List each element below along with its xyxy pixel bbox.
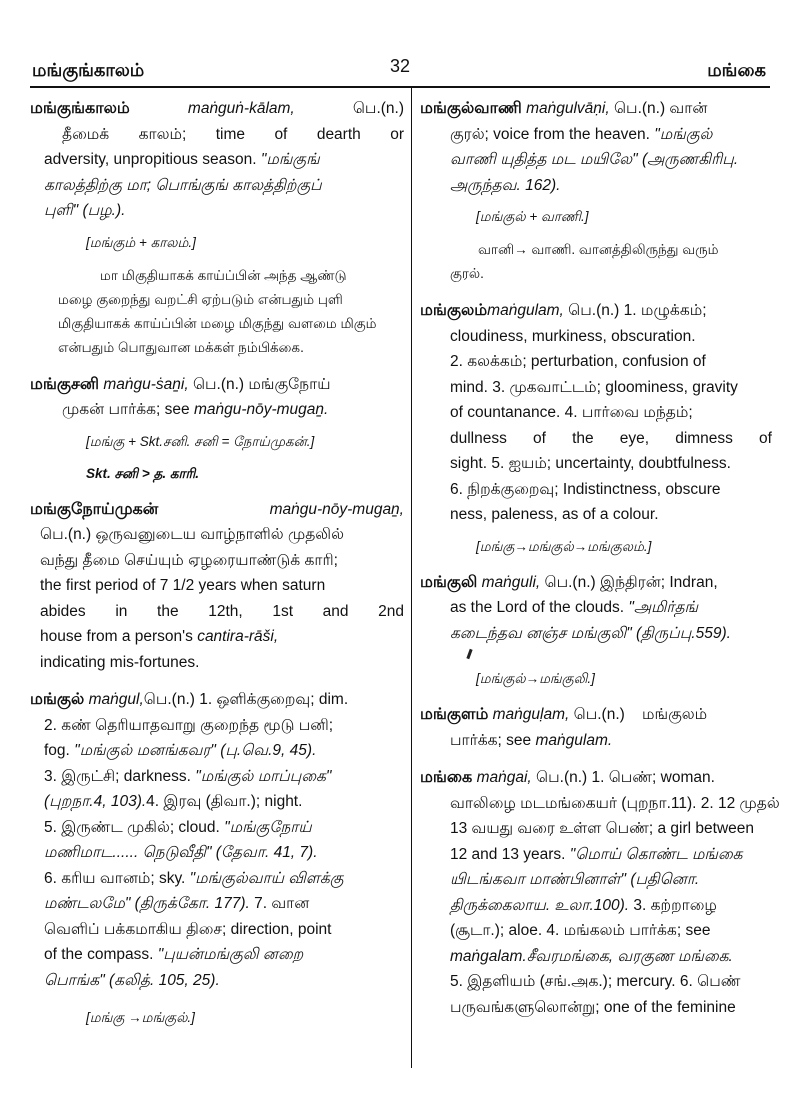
part-of-speech: பெ.(n.) xyxy=(192,375,245,393)
definition-line: பருவங்களுலொன்று; one of the feminine xyxy=(450,998,736,1016)
note-line: வானி→ வாணி. வானத்திலிருந்து வரும் xyxy=(478,242,719,257)
headword: மங்குங்காலம் xyxy=(30,100,130,117)
definition-line: abides in the 12th, 1st and 2nd xyxy=(40,602,404,620)
part-of-speech: பெ.(n.) xyxy=(573,706,625,723)
definition-line: cloudiness, murkiness, obscuration. xyxy=(450,327,696,345)
etymology: [மங்கு →மங்குல்.] xyxy=(86,1010,195,1025)
headword: மங்கை xyxy=(420,769,473,786)
entry-mangul xyxy=(30,687,404,1029)
etymology: [மங்கு + Skt.சனி. சனி = நோய்முகன்.] xyxy=(86,433,315,449)
entry-mangungalam xyxy=(30,96,404,360)
note-line: குரல். xyxy=(450,266,484,281)
transliteration: maṅguḷam, xyxy=(492,706,570,723)
definition-line: 6. நிறக்குறைவு; Indistinctness, obscure xyxy=(450,480,721,498)
definition-line: பெ.(n.) 1. பெண்; woman. xyxy=(536,769,715,786)
quotation: மணிமாட...... நெடுவீதி" (தேவா. 41, 7). xyxy=(44,844,318,861)
definition-line: முகன் பார்க்க; see xyxy=(62,401,194,418)
note-line: என்பதும் பொதுவான மக்கள் நம்பிக்கை. xyxy=(58,339,304,355)
header-first-headword: மங்குங்காலம் xyxy=(32,60,145,81)
note-line: மிகுதியாகக் காய்ப்பின் மழை மிகுந்து வளமை மிகும் xyxy=(58,315,377,331)
etymology: [மங்குல் + வாணி.] xyxy=(476,209,589,224)
header-last-headword: மங்கை xyxy=(707,60,766,81)
definition-line: 3. இருட்சி; darkness. xyxy=(44,767,196,785)
definition-line: பார்க்க; see xyxy=(450,731,536,749)
transliteration: maṅguli, xyxy=(481,573,541,591)
definition-line: வெளிப் பக்கமாகிய திசை; direction, point xyxy=(44,920,332,938)
quotation: "மொய் கொண்ட மங்கை xyxy=(569,845,743,863)
note-line: மழை குறைந்து வறட்சி ஏற்படும் என்பதும் புளி xyxy=(58,291,343,307)
definition-line: குரல்; voice from the heaven. xyxy=(450,125,655,143)
sanskrit-note: Skt. சனி > த. காரி. xyxy=(86,465,199,481)
definition-line: வந்து தீமை செய்யும் ஏழரையாண்டுக் காரி; xyxy=(40,551,338,569)
definition-line: of countanance. 4. பார்வை மந்தம்; xyxy=(450,404,693,421)
transliteration: maṅgu-ṡaṉi, xyxy=(103,375,189,393)
definition-line: fog. xyxy=(44,742,75,759)
quotation: "மங்குல் மனங்கவர" (பு.வெ.9, 45). xyxy=(74,742,317,759)
entry-mangusani xyxy=(30,372,404,485)
definition-line: ness, paleness, as of a colour. xyxy=(450,506,659,523)
definition-line: பெ.(n.) வான் xyxy=(613,100,708,117)
quotation-source: புளி" (பழ.). xyxy=(44,202,126,219)
entry-mangunoymugan xyxy=(30,497,404,676)
transliteration: maṅgai, xyxy=(476,769,532,786)
definition-line: dullness of the eye, dimness of xyxy=(450,429,772,447)
entry-mangulam-2 xyxy=(420,702,772,753)
definition-line: 5. இருண்ட முகில்; cloud. xyxy=(44,818,225,836)
definition-line: வாலிழை மடமங்கையர் (புறநா.11). 2. 12 முதல் xyxy=(450,794,780,812)
definition-line: பெ.(n.) 1. ஒளிக்குறைவு; dim. xyxy=(143,691,349,708)
definition-line: house from a person's xyxy=(40,628,198,645)
quotation: "புயன்மங்குலி னறை xyxy=(157,946,304,963)
definition-line: the first period of 7 1/2 years when saturn xyxy=(40,577,326,594)
quotation: "மங்குங் xyxy=(260,151,320,168)
column-divider xyxy=(411,88,412,1068)
definition-line: 13 வயது வரை உள்ள பெண்; a girl between xyxy=(450,820,755,837)
quotation-source: பொங்க" (கலித். 105, 25). xyxy=(44,971,220,989)
headword: மங்குளம் xyxy=(420,706,489,723)
part-of-speech: பெ.(n.) xyxy=(352,100,405,117)
definition-line: adversity, unpropitious season. xyxy=(44,151,261,168)
definition-line: 12 and 13 years. xyxy=(450,845,570,863)
transliteration: maṅgu-nōy-mugaṉ, xyxy=(269,500,404,518)
quotation-source: மண்டலமே" (திருக்கோ. 177). xyxy=(44,895,250,912)
definition-line: mind. 3. முகவாட்டம்; gloominess, gravity xyxy=(450,378,738,396)
etymology: [மங்கும் + காலம்.] xyxy=(86,234,196,250)
note-line: மா மிகுதியாகக் காய்ப்பின் அந்த ஆண்டு xyxy=(100,267,347,283)
quotation: "மங்குல் xyxy=(654,125,713,143)
definition-line: தீமைக் காலம்; time of dearth or xyxy=(62,125,404,143)
definition-line: பெ.(n.) இந்திரன்; Indran, xyxy=(544,573,718,591)
cross-reference: maṅgalam. xyxy=(450,947,527,965)
definition-line: 5. இதளியம் (சங்.அக.); mercury. 6. பெண் xyxy=(450,973,741,990)
transliteration: maṅgulvāṇi, xyxy=(526,100,610,117)
quotation: "மங்குல் மாப்புகை" xyxy=(195,767,332,785)
quotation-source: (புறநா.4, 103). xyxy=(44,793,147,810)
definition-line: பெ.(n.) 1. மழுக்கம்; xyxy=(568,302,707,319)
transliteration: maṅguṅ-kālam, xyxy=(187,100,295,117)
etymology: [மங்குல்→மங்குலி.] xyxy=(476,671,595,686)
definition-line: 6. கரிய வானம்; sky. xyxy=(44,869,190,887)
page-number: 32 xyxy=(389,56,411,76)
definition-line: indicating mis-fortunes. xyxy=(40,653,200,671)
definition-line: 3. கற்றாழை xyxy=(633,896,717,914)
quotation-source: அருந்தவ. 162). xyxy=(450,176,561,194)
headword: மங்குலி xyxy=(420,573,478,591)
left-column xyxy=(30,96,404,1041)
entry-manguli xyxy=(420,570,772,691)
entry-mangulam xyxy=(420,298,772,558)
entry-mangai xyxy=(420,765,780,1020)
quotation: யிடங்கவா மாண்பினாள்" (பதினொ. xyxy=(450,871,700,888)
definition-line: of the compass. xyxy=(44,946,158,963)
headword: மங்குநோய்முகன் xyxy=(30,500,159,518)
transliteration: maṅgul, xyxy=(88,691,144,708)
quotation: "மங்குல்வாய் விளக்கு xyxy=(189,869,344,887)
definition-line: 4. இரவு (திவா.); night. xyxy=(146,793,303,810)
quotation: "அமிர்தங் xyxy=(628,599,699,616)
usage-note xyxy=(420,238,772,286)
right-column xyxy=(420,96,780,1032)
definition-line: as the Lord of the clouds. xyxy=(450,599,629,616)
transliteration-term: cantira-rāši, xyxy=(197,628,279,645)
definition-line: 7. வான xyxy=(254,895,310,912)
headword: மங்குல் xyxy=(30,691,85,708)
page-header xyxy=(30,52,770,88)
usage-note xyxy=(30,264,404,360)
quotation: காலத்திற்கு மா; பொங்குங் காலத்திற்குப் xyxy=(44,176,322,194)
quotation: வாணி யுதித்த மட மயிலே" (அருணகிரிபு. xyxy=(450,151,739,168)
headword: மங்குல்வாணி xyxy=(420,100,522,117)
quotation-source: திருக்கைலாய. உலா.100). xyxy=(450,896,630,914)
quotation-source: கடைந்தவ னஞ்ச மங்குலி" (திருப்பு.559). xyxy=(450,624,731,642)
cross-reference: மங்குலம் xyxy=(642,706,708,723)
definition-line: (சூடா.); aloe. 4. மங்கலம் பார்க்க; see xyxy=(450,922,711,939)
etymology: [மங்கு→மங்குல்→மங்குலம்.] xyxy=(476,538,652,554)
cross-reference: maṅgu-nōy-mugaṉ. xyxy=(193,401,329,418)
definition-line: 2. கலக்கம்; perturbation, confusion of xyxy=(450,353,706,370)
entry-mangulvani xyxy=(420,96,772,286)
cross-reference: மங்குநோய் xyxy=(248,375,331,393)
definition-line: 2. கண் தெரியாதவாறு குறைந்த மூடு பனி; xyxy=(44,716,334,734)
cross-reference: maṅgulam. xyxy=(535,731,613,749)
stray-ink-mark xyxy=(420,646,772,664)
transliteration: maṅgulam, xyxy=(487,302,564,319)
definition-line: sight. 5. ஐயம்; uncertainty, doubtfulness. xyxy=(450,455,731,472)
headword: மங்குலம் xyxy=(420,302,488,319)
quotation: "மங்குநோய் xyxy=(224,818,312,836)
headword: மங்குசனி xyxy=(30,375,100,393)
related-terms: சீவரமங்கை, வரகுண மங்கை. xyxy=(526,947,733,965)
definition-line: பெ.(n.) ஒருவனுடைய வாழ்நாளில் முதலில் xyxy=(40,526,344,543)
